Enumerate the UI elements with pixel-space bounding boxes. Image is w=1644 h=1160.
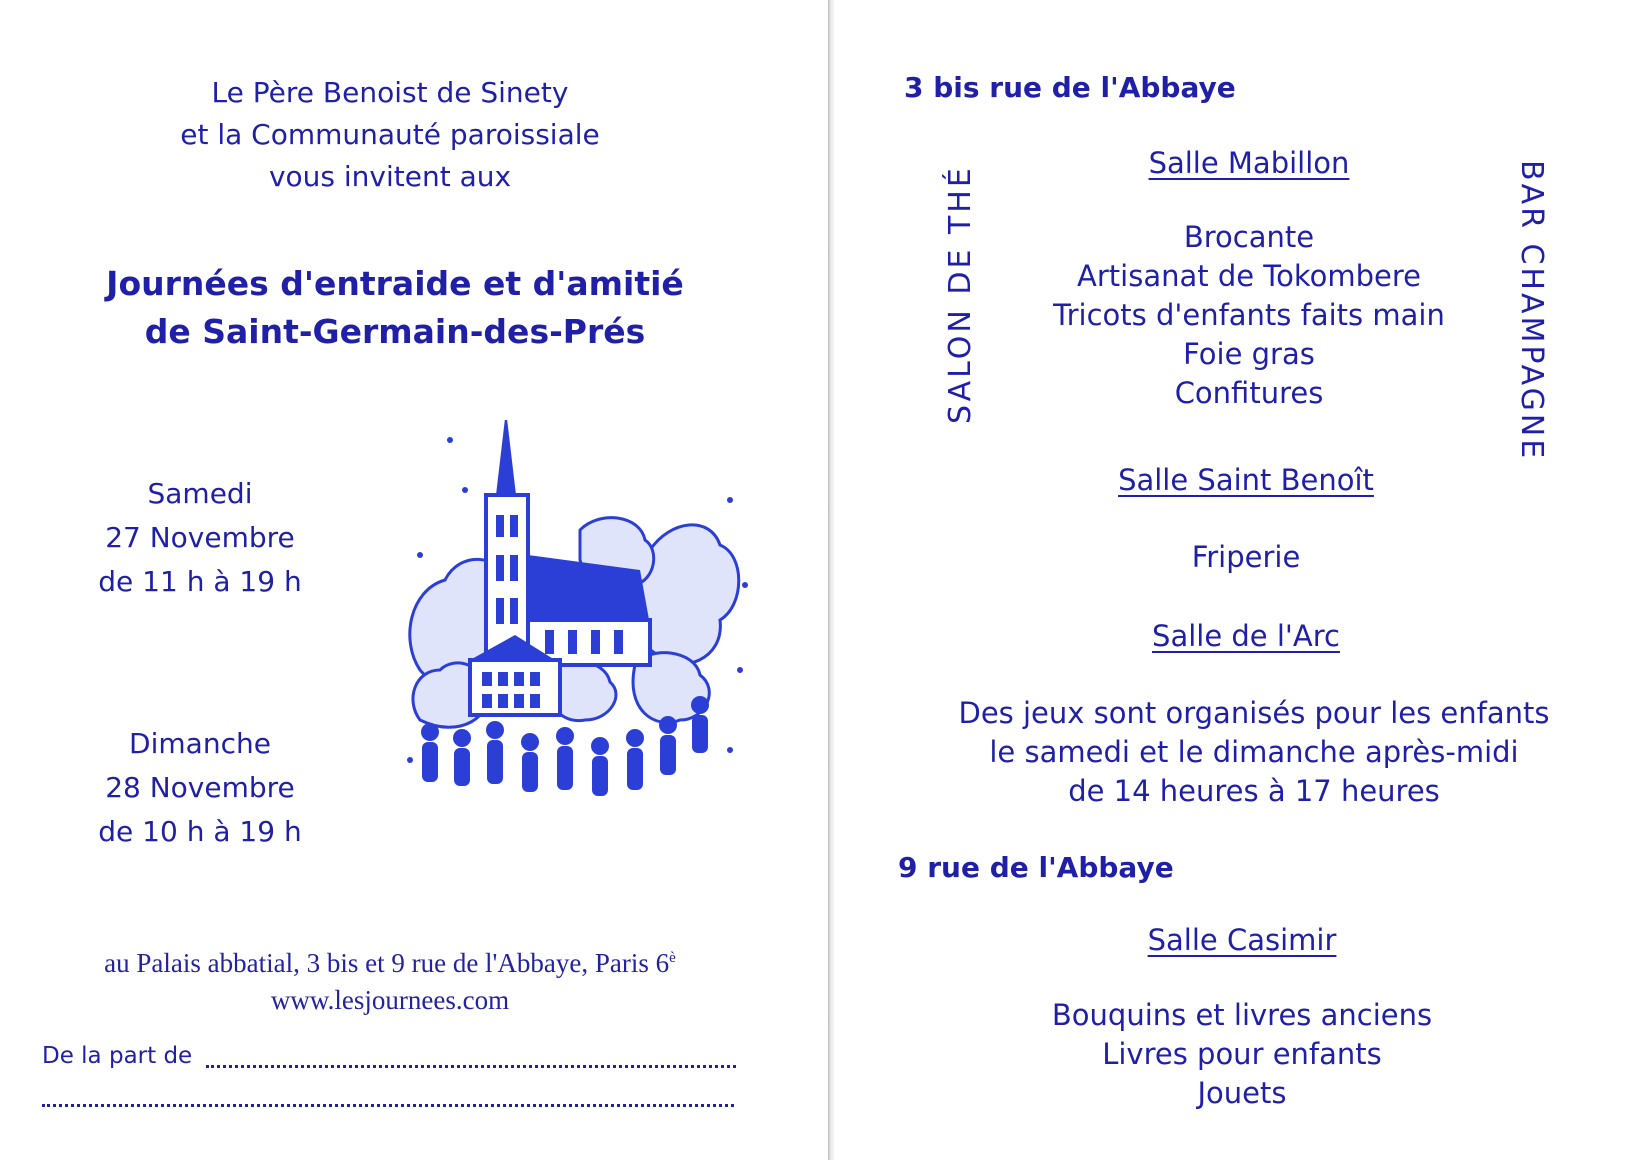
day-date: 28 Novembre [105,771,295,804]
room-title-arc: Salle de l'Arc [1152,619,1340,653]
intro-line: et la Communauté paroissiale [180,118,600,151]
website-link[interactable]: www.lesjournees.com [270,985,510,1015]
item: Confitures [1174,376,1324,410]
room-items-saint-benoit [926,538,1566,577]
item: Tricots d'enfants faits main [1053,298,1445,332]
address-text: au Palais abbatial, 3 bis et 9 rue de l'Abbaye, Paris 6 [104,948,670,978]
games-line: Des jeux sont organisés pour les enfants [958,696,1550,730]
children-games-info [904,694,1604,811]
item: Bouquins et livres anciens [1051,998,1433,1032]
item: Foie gras [1183,337,1315,371]
games-line: le samedi et le dimanche après-midi [989,735,1519,769]
room-title-mabillon: Salle Mabillon [1148,146,1350,180]
games-line: de 14 heures à 17 heures [1068,774,1440,808]
room-title-casimir: Salle Casimir [1147,923,1337,957]
address-heading: 3 bis rue de l'Abbaye [904,71,1236,104]
title-line: Journées d'entraide et d'amitié [106,264,684,303]
saturday-schedule [60,472,340,604]
bar-champagne-label: BAR CHAMPAGNE [1514,160,1549,462]
day-name: Samedi [147,477,253,510]
invitation-right-page [834,0,1644,1160]
item: Artisanat de Tokombere [1077,259,1421,293]
sunday-schedule [60,722,340,854]
signature-dotted-line [206,1065,736,1068]
item: Jouets [1197,1076,1287,1110]
event-title [70,260,720,356]
room-items-mabillon [929,218,1569,413]
room-title-saint-benoit: Salle Saint Benoît [1118,463,1374,497]
invitation-intro [140,72,640,198]
intro-line: vous invitent aux [268,160,512,193]
item: Friperie [1191,540,1301,574]
venue-address [30,940,750,1019]
day-name: Dimanche [129,727,271,760]
room-items-casimir [922,996,1562,1113]
salon-de-the-label: SALON DE THÉ [943,165,978,425]
venue-address-line [30,940,750,982]
church-illustration-icon [400,420,770,830]
from-label: De la part de [42,1043,193,1069]
address-heading: 9 rue de l'Abbaye [898,851,1174,884]
title-line: de Saint-Germain-des-Prés [144,312,646,351]
address-superscript: è [669,950,676,966]
intro-line: Le Père Benoist de Sinety [211,76,569,109]
day-hours: de 10 h à 19 h [98,815,302,848]
item: Brocante [1183,220,1315,254]
signature-dotted-line [42,1104,734,1107]
day-hours: de 11 h à 19 h [98,565,302,598]
item: Livres pour enfants [1102,1037,1382,1071]
day-date: 27 Novembre [105,521,295,554]
